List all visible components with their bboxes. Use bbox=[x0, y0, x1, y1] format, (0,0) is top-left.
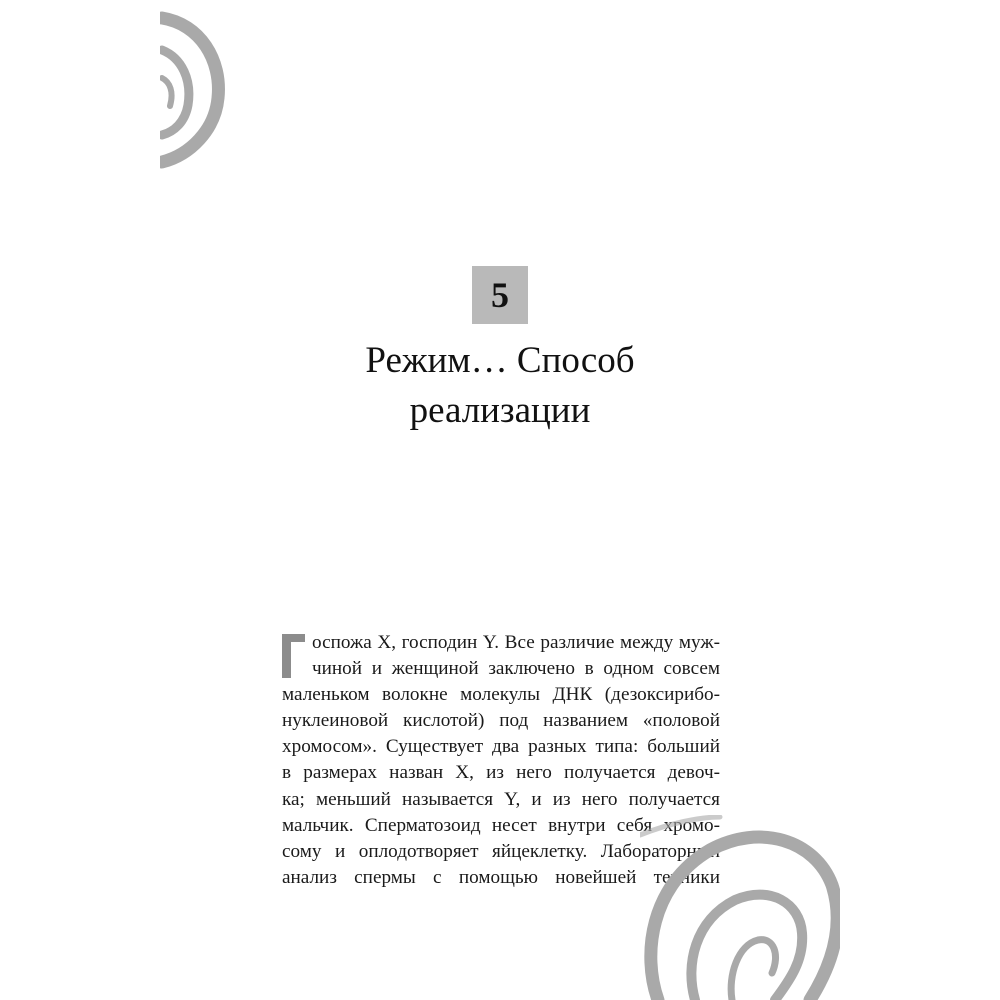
body-line-2: чиной и женщиной заключено в одном совсем bbox=[312, 658, 720, 680]
chapter-title-line-1: Режим… Способ bbox=[365, 340, 635, 381]
body-line-10: анализ спермы с помощью новейшей техники bbox=[282, 866, 720, 888]
chapter-title bbox=[250, 336, 750, 436]
body-line-8: мальчик. Сперматозоид несет внутри себя хромо- bbox=[282, 814, 720, 836]
body-line-7: ка; меньший называется Y, и из него получается bbox=[282, 788, 720, 810]
body-line-1: оспожа X, господин Y. Все различие между муж- bbox=[312, 632, 720, 653]
swirl-ornament-top bbox=[160, 10, 230, 170]
swirl-ornament-bottom bbox=[640, 815, 840, 1000]
body-line-6: в размерах назван X, из него получается девоч- bbox=[282, 762, 720, 784]
body-line-5: хромосом». Существует два разных типа: больший bbox=[282, 736, 720, 758]
chapter-number-box bbox=[472, 266, 528, 324]
body-line-3: маленьком волокне молекулы ДНК (дезоксирибо- bbox=[282, 684, 720, 706]
body-line-9: сому и оплодотворяет яйцеклетку. Лабораторный bbox=[282, 840, 720, 862]
chapter-number: 5 bbox=[491, 275, 509, 315]
body-line-4: нуклеиновой кислотой) под названием «половой bbox=[282, 710, 720, 732]
chapter-title-line-2: реализации bbox=[409, 390, 591, 431]
